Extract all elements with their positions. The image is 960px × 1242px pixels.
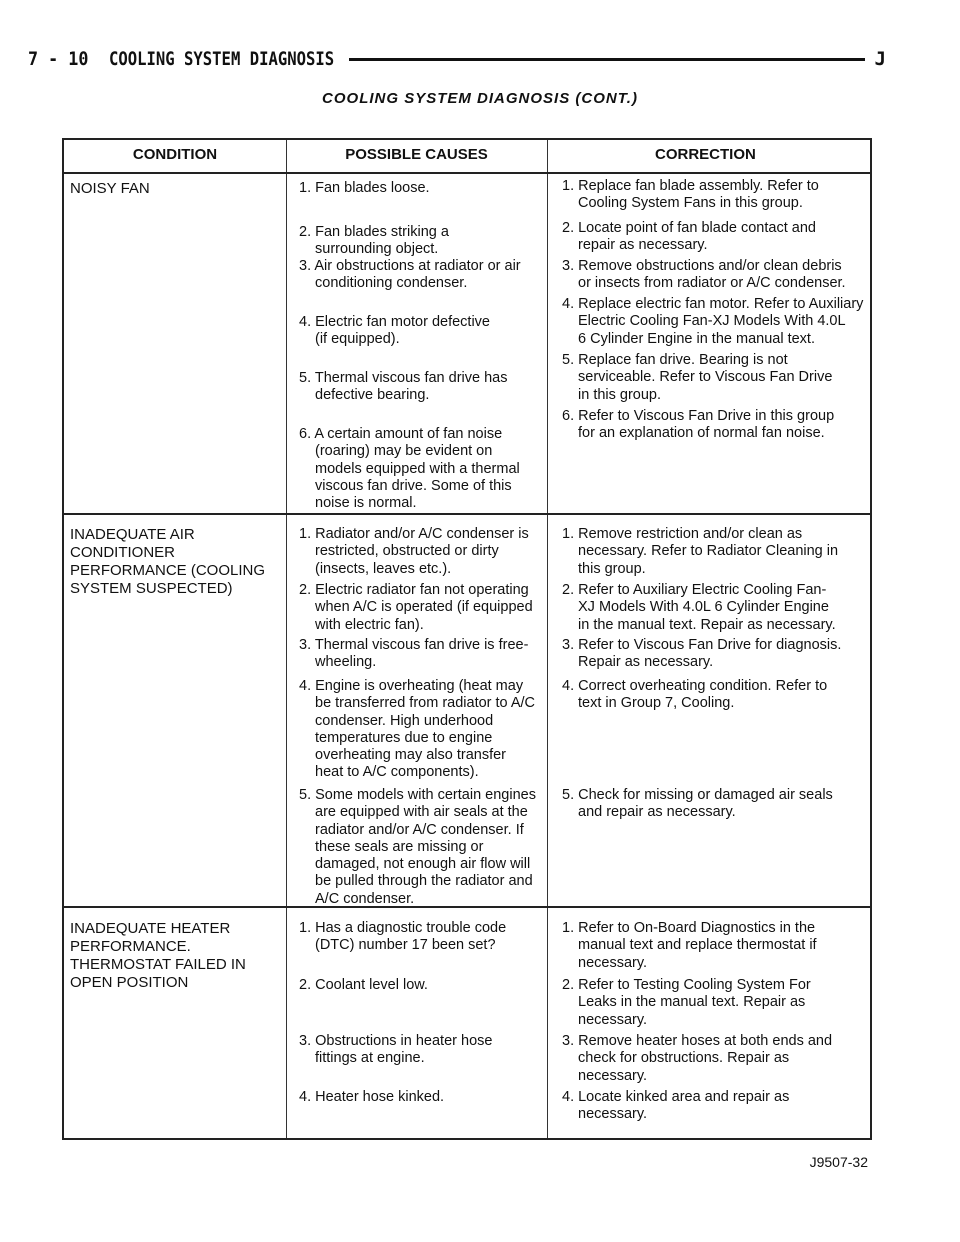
table-subtitle: COOLING SYSTEM DIAGNOSIS (CONT.) (322, 90, 638, 107)
correction-item (562, 220, 816, 255)
correction-item (562, 1033, 832, 1085)
condition-line: INADEQUATE AIR (70, 526, 195, 543)
possible-cause-item-line: 6. A certain amount of fan noise (299, 426, 503, 442)
possible-cause-item-line: temperatures due to engine (315, 729, 493, 746)
correction-item-line: Cooling System Fans in this group. (578, 195, 803, 212)
possible-cause-item-line: 1. Fan blades loose. (299, 180, 430, 196)
correction-item-line: necessary. (578, 1106, 648, 1123)
possible-cause-item-line: 1. Radiator and/or A/C condenser is (299, 526, 529, 542)
correction-item-line: 2. Refer to Testing Cooling System For (562, 977, 811, 993)
correction-item-line: or insects from radiator or A/C condenser. (578, 275, 846, 292)
correction-item-line: 5. Check for missing or damaged air seals (562, 787, 833, 803)
possible-cause-item-line: 2. Fan blades striking a (299, 224, 449, 240)
correction-item (562, 582, 836, 634)
possible-cause-item (299, 787, 536, 908)
possible-cause-item-line: noise is normal. (315, 495, 417, 512)
page-header (28, 44, 886, 74)
possible-cause-item (299, 1089, 444, 1106)
correction-item-line: 1. Replace fan blade assembly. Refer to (562, 178, 819, 194)
possible-cause-item (299, 426, 520, 512)
correction-item-line: in this group. (578, 386, 662, 403)
correction-item (562, 787, 833, 822)
possible-cause-item (299, 314, 490, 349)
correction-item-line: 3. Remove obstructions and/or clean debris (562, 258, 842, 274)
column-divider (547, 140, 548, 1138)
column-divider (286, 140, 287, 1138)
possible-cause-item-line: 3. Obstructions in heater hose (299, 1033, 493, 1049)
correction-item (562, 1089, 789, 1124)
correction-item (562, 408, 834, 443)
possible-cause-item (299, 920, 506, 955)
correction-item-line: this group. (578, 560, 646, 577)
possible-cause-item (299, 180, 430, 197)
correction-item (562, 258, 846, 293)
possible-cause-item-line: conditioning condenser. (315, 275, 468, 292)
condition-line: OPEN POSITION (70, 974, 189, 991)
possible-cause-item-line: 5. Thermal viscous fan drive has (299, 370, 508, 386)
correction-item-line: necessary. (578, 954, 648, 971)
possible-cause-item-line: restricted, obstructed or dirty (315, 543, 499, 560)
column-header-correction: CORRECTION (655, 146, 756, 163)
possible-cause-item-line: A/C condenser. (315, 890, 415, 907)
possible-cause-item-line: with electric fan). (315, 616, 424, 633)
condition-line: INADEQUATE HEATER (70, 920, 231, 937)
possible-cause-item-line: 3. Air obstructions at radiator or air (299, 258, 521, 274)
correction-item (562, 920, 817, 972)
figure-reference: J9507-32 (809, 1154, 868, 1170)
correction-item-line: 4. Locate kinked area and repair as (562, 1089, 790, 1105)
header-rule (349, 58, 865, 61)
possible-cause-item-line: 2. Electric radiator fan not operating (299, 582, 529, 598)
correction-item-line: 2. Locate point of fan blade contact and (562, 220, 816, 236)
correction-item (562, 977, 811, 1029)
correction-item-line: repair as necessary. (578, 237, 708, 254)
correction-item (562, 526, 838, 578)
correction-item-line: 2. Refer to Auxiliary Electric Cooling Fan- (562, 582, 827, 598)
possible-cause-item (299, 582, 533, 634)
possible-cause-item-line: be pulled through the radiator and (315, 873, 533, 890)
correction-item-line: 1. Refer to On-Board Diagnostics in the (562, 920, 816, 936)
possible-cause-item (299, 370, 507, 405)
correction-item-line: and repair as necessary. (578, 804, 736, 821)
correction-item-line: 5. Replace fan drive. Bearing is not (562, 352, 788, 368)
row-divider (64, 513, 870, 515)
correction-item-line: 1. Remove restriction and/or clean as (562, 526, 803, 542)
condition-line: CONDITIONER (70, 544, 175, 561)
correction-item-line: serviceable. Refer to Viscous Fan Drive (578, 369, 833, 386)
correction-item (562, 296, 863, 348)
correction-item-line: necessary. (578, 1067, 648, 1084)
correction-item-line: XJ Models With 4.0L 6 Cylinder Engine (578, 599, 829, 616)
correction-item-line: for an explanation of normal fan noise. (578, 425, 825, 442)
possible-cause-item-line: defective bearing. (315, 387, 430, 404)
possible-cause-item-line: fittings at engine. (315, 1050, 425, 1067)
possible-cause-item-line: are equipped with air seals at the (315, 804, 528, 821)
possible-cause-item-line: 3. Thermal viscous fan drive is free- (299, 637, 529, 653)
possible-cause-item-line: condenser. High underhood (315, 712, 494, 729)
correction-item-line: Repair as necessary. (578, 654, 714, 671)
correction-item-line: 4. Correct overheating condition. Refer to (562, 678, 828, 694)
possible-cause-item-line: 1. Has a diagnostic trouble code (299, 920, 507, 936)
possible-cause-item-line: viscous fan drive. Some of this (315, 477, 512, 494)
condition-line: NOISY FAN (70, 180, 150, 197)
correction-item-line: Electric Cooling Fan-XJ Models With 4.0L (578, 313, 846, 330)
correction-item-line: in the manual text. Repair as necessary. (578, 616, 836, 633)
condition-line: SYSTEM SUSPECTED) (70, 580, 233, 597)
header-divider (64, 172, 870, 174)
correction-item-line: text in Group 7, Cooling. (578, 695, 735, 712)
possible-cause-item-line: these seals are missing or (315, 838, 484, 855)
correction-item-line: Leaks in the manual text. Repair as (578, 994, 806, 1011)
possible-cause-item-line: (insects, leaves etc.). (315, 560, 452, 577)
section-title: COOLING SYSTEM DIAGNOSIS (108, 48, 334, 70)
possible-cause-item-line: overheating may also transfer (315, 747, 507, 764)
condition-line: PERFORMANCE. (70, 938, 191, 955)
correction-item (562, 678, 827, 713)
possible-cause-item-line: (roaring) may be evident on (315, 443, 493, 460)
correction-item-line: necessary. (578, 1011, 648, 1028)
correction-item (562, 637, 841, 672)
correction-item-line: manual text and replace thermostat if (578, 937, 817, 954)
possible-cause-item-line: (DTC) number 17 been set? (315, 937, 496, 954)
correction-item-line: 3. Remove heater hoses at both ends and (562, 1033, 833, 1049)
correction-item-line: 6. Refer to Viscous Fan Drive in this group (562, 408, 835, 424)
possible-cause-item-line: (if equipped). (315, 331, 400, 348)
possible-cause-item (299, 258, 521, 293)
possible-cause-item-line: 2. Coolant level low. (299, 977, 428, 993)
possible-cause-item-line: surrounding object. (315, 241, 439, 258)
possible-cause-item-line: heat to A/C components). (315, 764, 479, 781)
column-header-possible-causes: POSSIBLE CAUSES (345, 146, 488, 163)
vehicle-mark: J (874, 48, 886, 70)
possible-cause-item-line: 5. Some models with certain engines (299, 787, 536, 803)
page-number: 7 - 10 (28, 48, 89, 70)
correction-item (562, 178, 819, 213)
possible-cause-item (299, 526, 529, 578)
correction-item-line: 6 Cylinder Engine in the manual text. (578, 330, 815, 347)
possible-cause-item (299, 977, 428, 994)
condition-cell (70, 526, 265, 598)
possible-cause-item-line: when A/C is operated (if equipped (315, 599, 533, 616)
possible-cause-item (299, 678, 535, 782)
correction-item-line: 4. Replace electric fan motor. Refer to Auxiliary (562, 296, 864, 312)
possible-cause-item-line: radiator and/or A/C condenser. If (315, 821, 524, 838)
possible-cause-item-line: models equipped with a thermal (315, 460, 520, 477)
possible-cause-item-line: wheeling. (315, 654, 377, 671)
diagnosis-table (62, 138, 872, 1140)
correction-item (562, 352, 832, 404)
possible-cause-item-line: 4. Electric fan motor defective (299, 314, 490, 330)
condition-cell (70, 920, 246, 992)
possible-cause-item (299, 1033, 492, 1068)
possible-cause-item-line: 4. Heater hose kinked. (299, 1089, 445, 1105)
possible-cause-item (299, 637, 528, 672)
condition-line: PERFORMANCE (COOLING (70, 562, 266, 579)
condition-line: THERMOSTAT FAILED IN (70, 956, 246, 973)
correction-item-line: check for obstructions. Repair as (578, 1050, 790, 1067)
correction-item-line: 3. Refer to Viscous Fan Drive for diagnosis. (562, 637, 842, 653)
column-header-condition: CONDITION (132, 146, 218, 163)
possible-cause-item-line: 4. Engine is overheating (heat may (299, 678, 524, 694)
possible-cause-item-line: be transferred from radiator to A/C (315, 695, 536, 712)
correction-item-line: necessary. Refer to Radiator Cleaning in (578, 543, 839, 560)
possible-cause-item (299, 224, 449, 259)
possible-cause-item-line: damaged, not enough air flow will (315, 856, 531, 873)
condition-cell (70, 180, 150, 198)
